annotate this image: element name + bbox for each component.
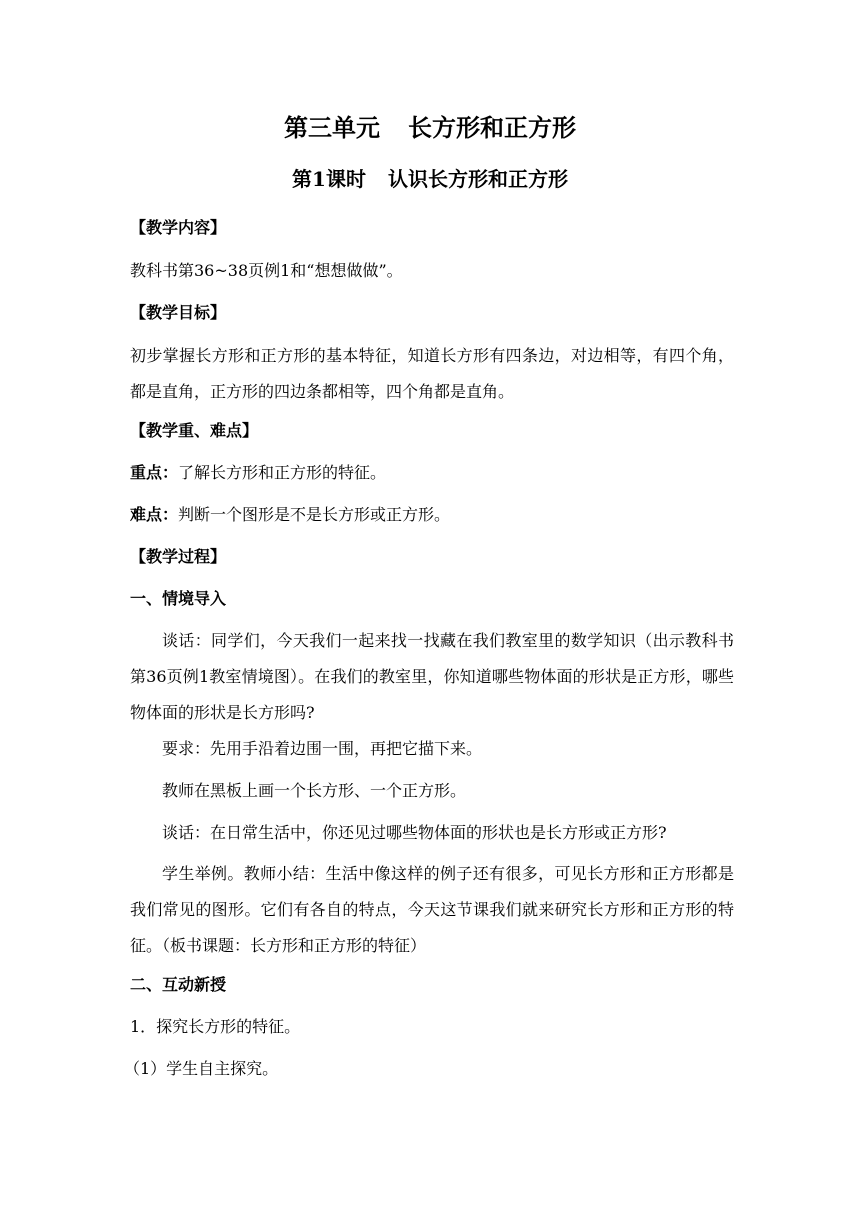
paragraph-intro-talk: 谈话：同学们，今天我们一起来找一找藏在我们教室里的数学知识（出示教科书第36页例1教室情境图）。在我们的教室里，你知道哪些物体面的形状是正方形，哪些物体面的形状是长方形吗?: [130, 631, 734, 722]
unit-title: [0, 112, 860, 144]
paragraph-requirement: 要求：先用手沿着边围一围，再把它描下来。: [162, 739, 483, 758]
heading-key-difficult-points: 【教学重、难点】: [130, 421, 259, 440]
unit-label: 第三单元: [284, 113, 380, 142]
heading-teaching-content: 【教学内容】: [130, 218, 227, 237]
key-point-text: 了解长方形和正方形的特征。: [178, 463, 387, 482]
difficult-point-text: 判断一个图形是不是长方形或正方形。: [178, 505, 451, 524]
lesson-name: 认识长方形和正方形: [387, 167, 568, 191]
difficult-point-label: 难点：: [130, 505, 179, 524]
lesson-label: 第1课时: [292, 167, 366, 191]
teaching-content-text: 教科书第36~38页例1和“想想做做”。: [130, 261, 403, 280]
heading-teaching-goals: 【教学目标】: [130, 303, 227, 322]
lesson-title: [0, 165, 860, 193]
heading-teaching-process: 【教学过程】: [130, 547, 227, 566]
difficult-point-line: [130, 504, 730, 526]
key-point-label: 重点：: [130, 463, 179, 482]
part1-heading: 一、情境导入: [130, 589, 227, 608]
teaching-goals-text: 初步掌握长方形和正方形的基本特征，知道长方形有四条边，对边相等，有四个角，都是直角，正方形的四边条都相等，四个角都是直角。: [130, 346, 734, 401]
list-item-1-1: （1）学生自主探究。: [124, 1059, 279, 1078]
paragraph-summary: 学生举例。教师小结：生活中像这样的例子还有很多，可见长方形和正方形都是我们常见的图形。它们有各自的特点，今天这节课我们就来研究长方形和正方形的特征。（板书课题：长方形和正方形的特征）: [130, 864, 734, 955]
paragraph-teacher-draws: 教师在黑板上画一个长方形、一个正方形。: [162, 781, 467, 800]
part2-heading: 二、互动新授: [130, 975, 227, 994]
list-item-1: 1．探究长方形的特征。: [130, 1017, 301, 1036]
paragraph-daily-life: 谈话：在日常生活中，你还见过哪些物体面的形状也是长方形或正方形?: [162, 823, 667, 842]
key-point-line: [130, 462, 730, 484]
unit-name: 长方形和正方形: [408, 113, 576, 142]
